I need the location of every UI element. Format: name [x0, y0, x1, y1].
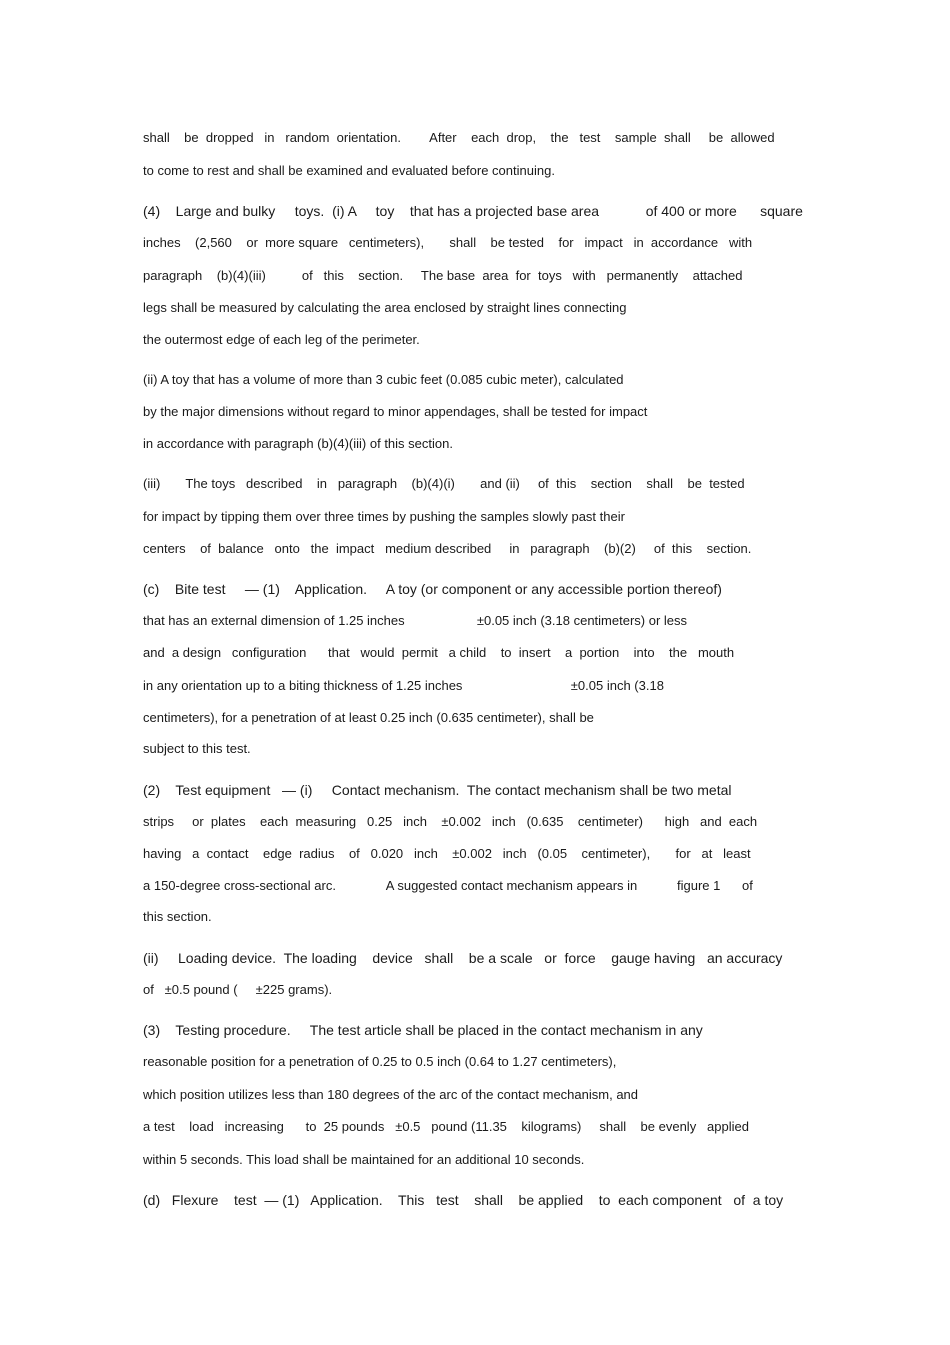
text-line: (ii) A toy that has a volume of more than 3 cubic feet (0.085 cubic meter), calculated — [143, 372, 624, 387]
text-line: (ii) Loading device. The loading device shall be a scale or force gauge having an accuracy — [143, 950, 783, 966]
text-line: this section. — [143, 909, 212, 924]
text-line: subject to this test. — [143, 741, 251, 756]
text-line: paragraph (b)(4)(iii) of this section. The base area for toys with permanently attached — [143, 268, 743, 283]
text-line: for impact by tipping them over three times by pushing the samples slowly past their — [143, 509, 625, 524]
text-line: in accordance with paragraph (b)(4)(iii) of this section. — [143, 436, 453, 451]
text-line: strips or plates each measuring 0.25 inch ±0.002 inch (0.635 centimeter) high and each — [143, 814, 758, 829]
text-line: in any orientation up to a biting thickness of 1.25 inches ±0.05 inch (3.18 — [143, 678, 664, 693]
text-line: a 150-degree cross-sectional arc. A suggested contact mechanism appears in figure 1 of — [143, 878, 753, 893]
text-line: shall be dropped in random orientation. After each drop, the test sample shall be allowed — [143, 130, 775, 145]
text-line: (c) Bite test — (1) Application. A toy (or component or any accessible portion thereof) — [143, 581, 722, 597]
text-line: which position utilizes less than 180 degrees of the arc of the contact mechanism, and — [143, 1087, 639, 1102]
text-line: legs shall be measured by calculating the area enclosed by straight lines connecting — [143, 300, 627, 315]
text-line: (iii) The toys described in paragraph (b)(4)(i) and (ii) of this section shall be tested — [143, 476, 745, 491]
text-line: of ±0.5 pound ( ±225 grams). — [143, 982, 333, 997]
text-line: centimeters), for a penetration of at least 0.25 inch (0.635 centimeter), shall be — [143, 710, 594, 725]
text-line: (3) Testing procedure. The test article shall be placed in the contact mechanism in any — [143, 1022, 703, 1038]
text-line: a test load increasing to 25 pounds ±0.5 pound (11.35 kilograms) shall be evenly applied — [143, 1119, 749, 1134]
text-line: by the major dimensions without regard to minor appendages, shall be tested for impact — [143, 404, 648, 419]
text-line: the outermost edge of each leg of the perimeter. — [143, 332, 420, 347]
text-line: (2) Test equipment — (i) Contact mechanism. The contact mechanism shall be two metal — [143, 782, 732, 798]
text-line: inches (2,560 or more square centimeters), shall be tested for impact in accordance with — [143, 235, 753, 250]
text-line: within 5 seconds. This load shall be maintained for an additional 10 seconds. — [143, 1152, 585, 1167]
text-line: (d) Flexure test — (1) Application. This test shall be applied to each component of a toy — [143, 1192, 784, 1208]
text-line: to come to rest and shall be examined and evaluated before continuing. — [143, 163, 555, 178]
text-line: (4) Large and bulky toys. (i) A toy that has a projected base area of 400 or more square — [143, 203, 803, 219]
text-line: reasonable position for a penetration of 0.25 to 0.5 inch (0.64 to 1.27 centimeters), — [143, 1054, 617, 1069]
text-line: and a design configuration that would permit a child to insert a portion into the mouth — [143, 645, 735, 660]
text-line: having a contact edge radius of 0.020 inch ±0.002 inch (0.05 centimeter), for at least — [143, 846, 751, 861]
text-line: centers of balance onto the impact medium described in paragraph (b)(2) of this section. — [143, 541, 752, 556]
text-line: that has an external dimension of 1.25 inches ±0.05 inch (3.18 centimeters) or less — [143, 613, 688, 628]
